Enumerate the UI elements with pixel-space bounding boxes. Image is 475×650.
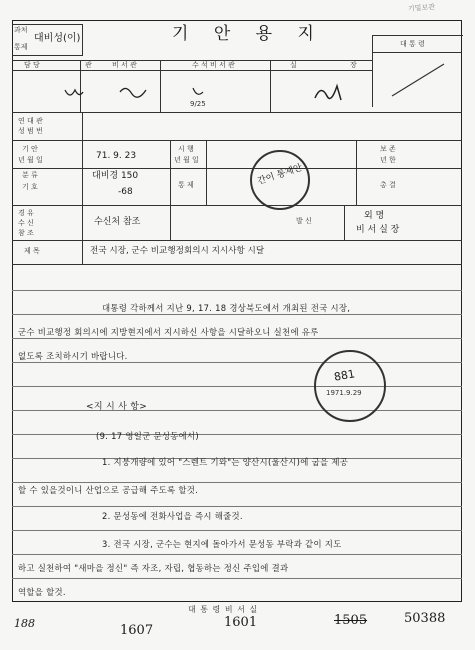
label-draft-bottom: 년 월 일 xyxy=(18,156,43,164)
draft-date: 71. 9. 23 xyxy=(96,151,137,161)
label-review: 총 결 xyxy=(380,181,396,189)
label-retention-bottom: 성 범 번 xyxy=(18,127,43,135)
approval-header-1: 관 xyxy=(85,61,92,69)
recipient-value: 수신처 참조 xyxy=(94,217,141,227)
label-preserve-top: 보 존 xyxy=(380,145,396,153)
author-label-top: 과처 xyxy=(14,26,28,34)
doc-number-line1: 대비경 150 xyxy=(92,171,139,181)
section-subtitle: (9. 17 영일군 문성동에서) xyxy=(96,431,199,441)
footer-code-left: 188 xyxy=(14,617,35,630)
receipt-stamp-date: 1971.9.29 xyxy=(326,389,362,397)
label-control: 통 제 xyxy=(178,181,194,189)
label-preserve-bottom: 년 한 xyxy=(380,156,396,164)
item1-line2: 할 수 있을것이니 산업으로 공급해 주도록 할것. xyxy=(18,485,199,495)
item2-line1: 2. 문성동에 전화사업을 즉시 해줄것. xyxy=(102,511,243,521)
approval-header-5: 장 xyxy=(350,61,357,69)
label-recipient-bottom: 참 조 xyxy=(18,229,34,237)
item3-line2: 하고 실천하여 "새마을 정신" 즉 자조, 자립, 협동하는 정신 주입에 결과 xyxy=(18,563,289,573)
label-recipient-top: 경 유 xyxy=(18,209,34,217)
approval-header-2: 비 서 관 xyxy=(112,61,137,69)
body-intro-line3: 없도록 조치하시기 바랍니다. xyxy=(18,351,128,361)
body-intro-line1: 대통령 각하께서 지난 9, 17. 18 경상북도에서 개최된 전국 시장, xyxy=(102,303,351,313)
label-doc-top: 분 류 xyxy=(22,171,38,179)
section-title: <지 시 사 항> xyxy=(86,402,148,412)
label-recipient-mid: 수 신 xyxy=(18,219,34,227)
sign-date: 9/25 xyxy=(190,100,206,108)
item3-line3: 역할을 할것. xyxy=(18,587,66,597)
president-signature-mark xyxy=(388,60,448,100)
label-exec-top: 시 행 xyxy=(178,145,194,153)
label-subject: 제 목 xyxy=(24,247,40,255)
label-exec-bottom: 년 월 일 xyxy=(174,156,199,164)
footer-dept: 대 통 령 비 서 실 xyxy=(188,605,259,614)
footer-code-1: 1607 xyxy=(120,623,154,638)
subject-value: 전국 시장, 군수 비교행정회의시 지시사항 시달 xyxy=(90,246,265,256)
label-retention-top: 연 대 관 xyxy=(18,117,43,125)
doc-number-line2: -68 xyxy=(118,187,133,197)
form-title: 기 안 용 지 xyxy=(172,24,324,44)
author-label-bottom: 통제 xyxy=(14,43,28,51)
control-stamp-label: 간이 통제안 xyxy=(256,163,304,187)
approval-header-3: 수 석 비 서 관 xyxy=(192,61,235,69)
footer-code-4: 50388 xyxy=(404,611,446,626)
label-draft-top: 기 안 xyxy=(22,145,38,153)
footer-code-2: 1601 xyxy=(224,615,258,630)
approval-header-0: 담 당 xyxy=(24,61,40,69)
sender-line2: 비 서 실 장 xyxy=(356,225,400,235)
approval-header-4: 실 xyxy=(290,61,297,69)
sender-line1: 외 명 xyxy=(364,211,385,221)
label-doc-bottom: 기 호 xyxy=(22,183,38,191)
receipt-stamp xyxy=(314,350,386,422)
pencil-note: 기밀보관 xyxy=(407,3,436,13)
body-intro-line2: 군수 비교행정 회의시에 지방현지에서 지시하신 사항을 시달하오니 실천에 유루 xyxy=(18,327,319,337)
item1-line1: 1. 지붕개량에 있어 "스렌트 기와"는 양산시(울산시)에 굽을 제공 xyxy=(102,457,349,467)
author-name: 대비성(이) xyxy=(34,33,81,44)
footer-code-3: 1505 xyxy=(334,613,368,628)
item3-line1: 3. 전국 시장, 군수는 현지에 돌아가서 문성동 부락과 같이 지도 xyxy=(102,539,342,549)
president-label: 대 통 령 xyxy=(400,40,425,48)
label-sender: 발 신 xyxy=(296,217,312,225)
receipt-stamp-number: 881 xyxy=(333,367,356,384)
